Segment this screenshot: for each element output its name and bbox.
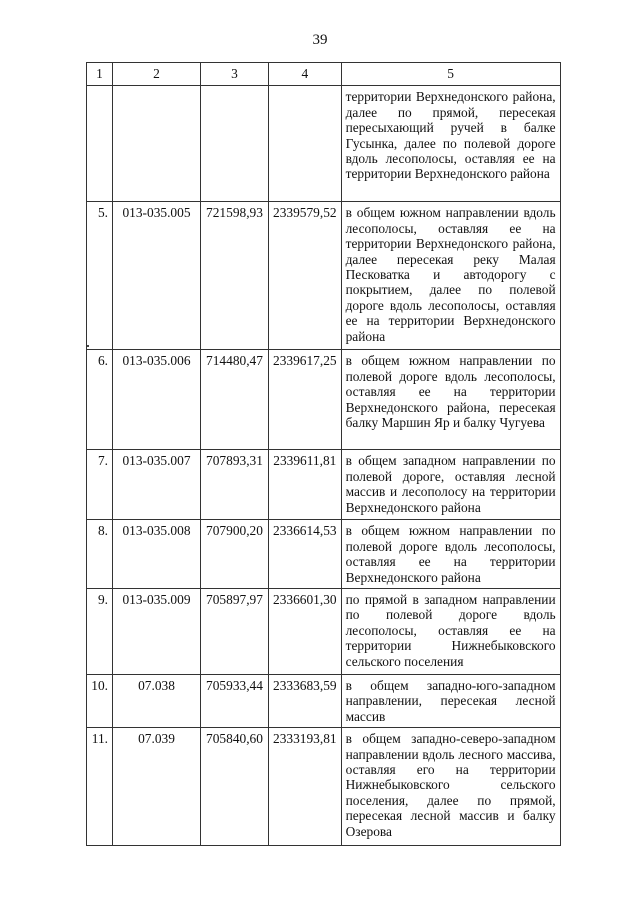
boundary-table (86, 62, 561, 846)
route-description: территории Верхнедонского района, далее по прямой, пересекая пересыхающий ручей в балке Гусынка, далее по полевой дороге вдоль лесополосы, оставляя ее на территории Верхнедонского района (341, 86, 560, 202)
route-description: в общем западном направлении по полевой дороге, оставляя лесной массив и лесополосу на территории Верхнедонского района (341, 450, 560, 520)
coordinate-y: 2336614,53 (269, 520, 342, 589)
coordinate-x: 705840,60 (201, 728, 269, 846)
row-number: 11. (87, 728, 113, 846)
coordinate-x: 707900,20 (201, 520, 269, 589)
route-description: в общем южном направлении по полевой дороге вдоль лесополосы, оставляя ее на территории Верхнедонского района (341, 520, 560, 589)
row-number: 9. (87, 589, 113, 675)
table-body (87, 86, 561, 846)
point-code: 07.039 (113, 728, 201, 846)
coordinate-x: 705897,97 (201, 589, 269, 675)
column-header-1: 1 (87, 63, 113, 86)
table-row (87, 728, 561, 846)
point-code: 013-035.006 (113, 350, 201, 450)
column-header-2: 2 (113, 63, 201, 86)
table-row (87, 86, 561, 202)
coordinate-y: 2333193,81 (269, 728, 342, 846)
table-row (87, 675, 561, 728)
header-row (87, 63, 561, 86)
route-description: в общем западно-юго-западном направлении, пересекая лесной массив (341, 675, 560, 728)
coordinate-x (201, 86, 269, 202)
point-code: 013-035.007 (113, 450, 201, 520)
point-code: 013-035.005 (113, 202, 201, 350)
coordinate-y: 2339579,52 (269, 202, 342, 350)
row-number: 8. (87, 520, 113, 589)
coordinate-x: 705933,44 (201, 675, 269, 728)
coordinate-y: 2339617,25 (269, 350, 342, 450)
table-header (87, 63, 561, 86)
coordinate-x: 714480,47 (201, 350, 269, 450)
coordinate-x: 721598,93 (201, 202, 269, 350)
row-number (87, 86, 113, 202)
coordinate-y: 2339611,81 (269, 450, 342, 520)
column-header-4: 4 (269, 63, 342, 86)
coordinate-x: 707893,31 (201, 450, 269, 520)
coordinate-y: 2336601,30 (269, 589, 342, 675)
table-row (87, 450, 561, 520)
point-code (113, 86, 201, 202)
coordinate-y: 2333683,59 (269, 675, 342, 728)
table-row (87, 589, 561, 675)
route-description: в общем западно-северо-западном направлении вдоль лесного массива, оставляя его на территории Нижнебыковского сельского поселения, далее по прямой, пересекая лесной массив и балку Озерова (341, 728, 560, 846)
page-number: 39 (312, 32, 328, 48)
route-description: по прямой в западном направлении по полевой дороге вдоль лесополосы, оставляя ее на территории Нижнебыковского сельского поселения (341, 589, 560, 675)
table-row (87, 520, 561, 589)
row-number: 5. (87, 202, 113, 350)
route-description: в общем южном направлении вдоль лесополосы, оставляя ее на территории Верхнедонского района, далее пересекая реку Малая Песковатка и автодорогу с покрытием, далее по полевой дороге вдоль лесополосы, оставляя ее на территории Верхнедонского района (341, 202, 560, 350)
point-code: 07.038 (113, 675, 201, 728)
scan-speck (87, 345, 89, 347)
row-number: 7. (87, 450, 113, 520)
coordinate-y (269, 86, 342, 202)
row-number: 6. (87, 350, 113, 450)
point-code: 013-035.009 (113, 589, 201, 675)
column-header-5: 5 (341, 63, 560, 86)
column-header-3: 3 (201, 63, 269, 86)
route-description: в общем южном направлении по полевой дороге вдоль лесополосы, оставляя ее на территории Верхнедонского района, пересекая балку Маршин Яр и балку Чугуева (341, 350, 560, 450)
point-code: 013-035.008 (113, 520, 201, 589)
table-row (87, 202, 561, 350)
table-row (87, 350, 561, 450)
row-number: 10. (87, 675, 113, 728)
